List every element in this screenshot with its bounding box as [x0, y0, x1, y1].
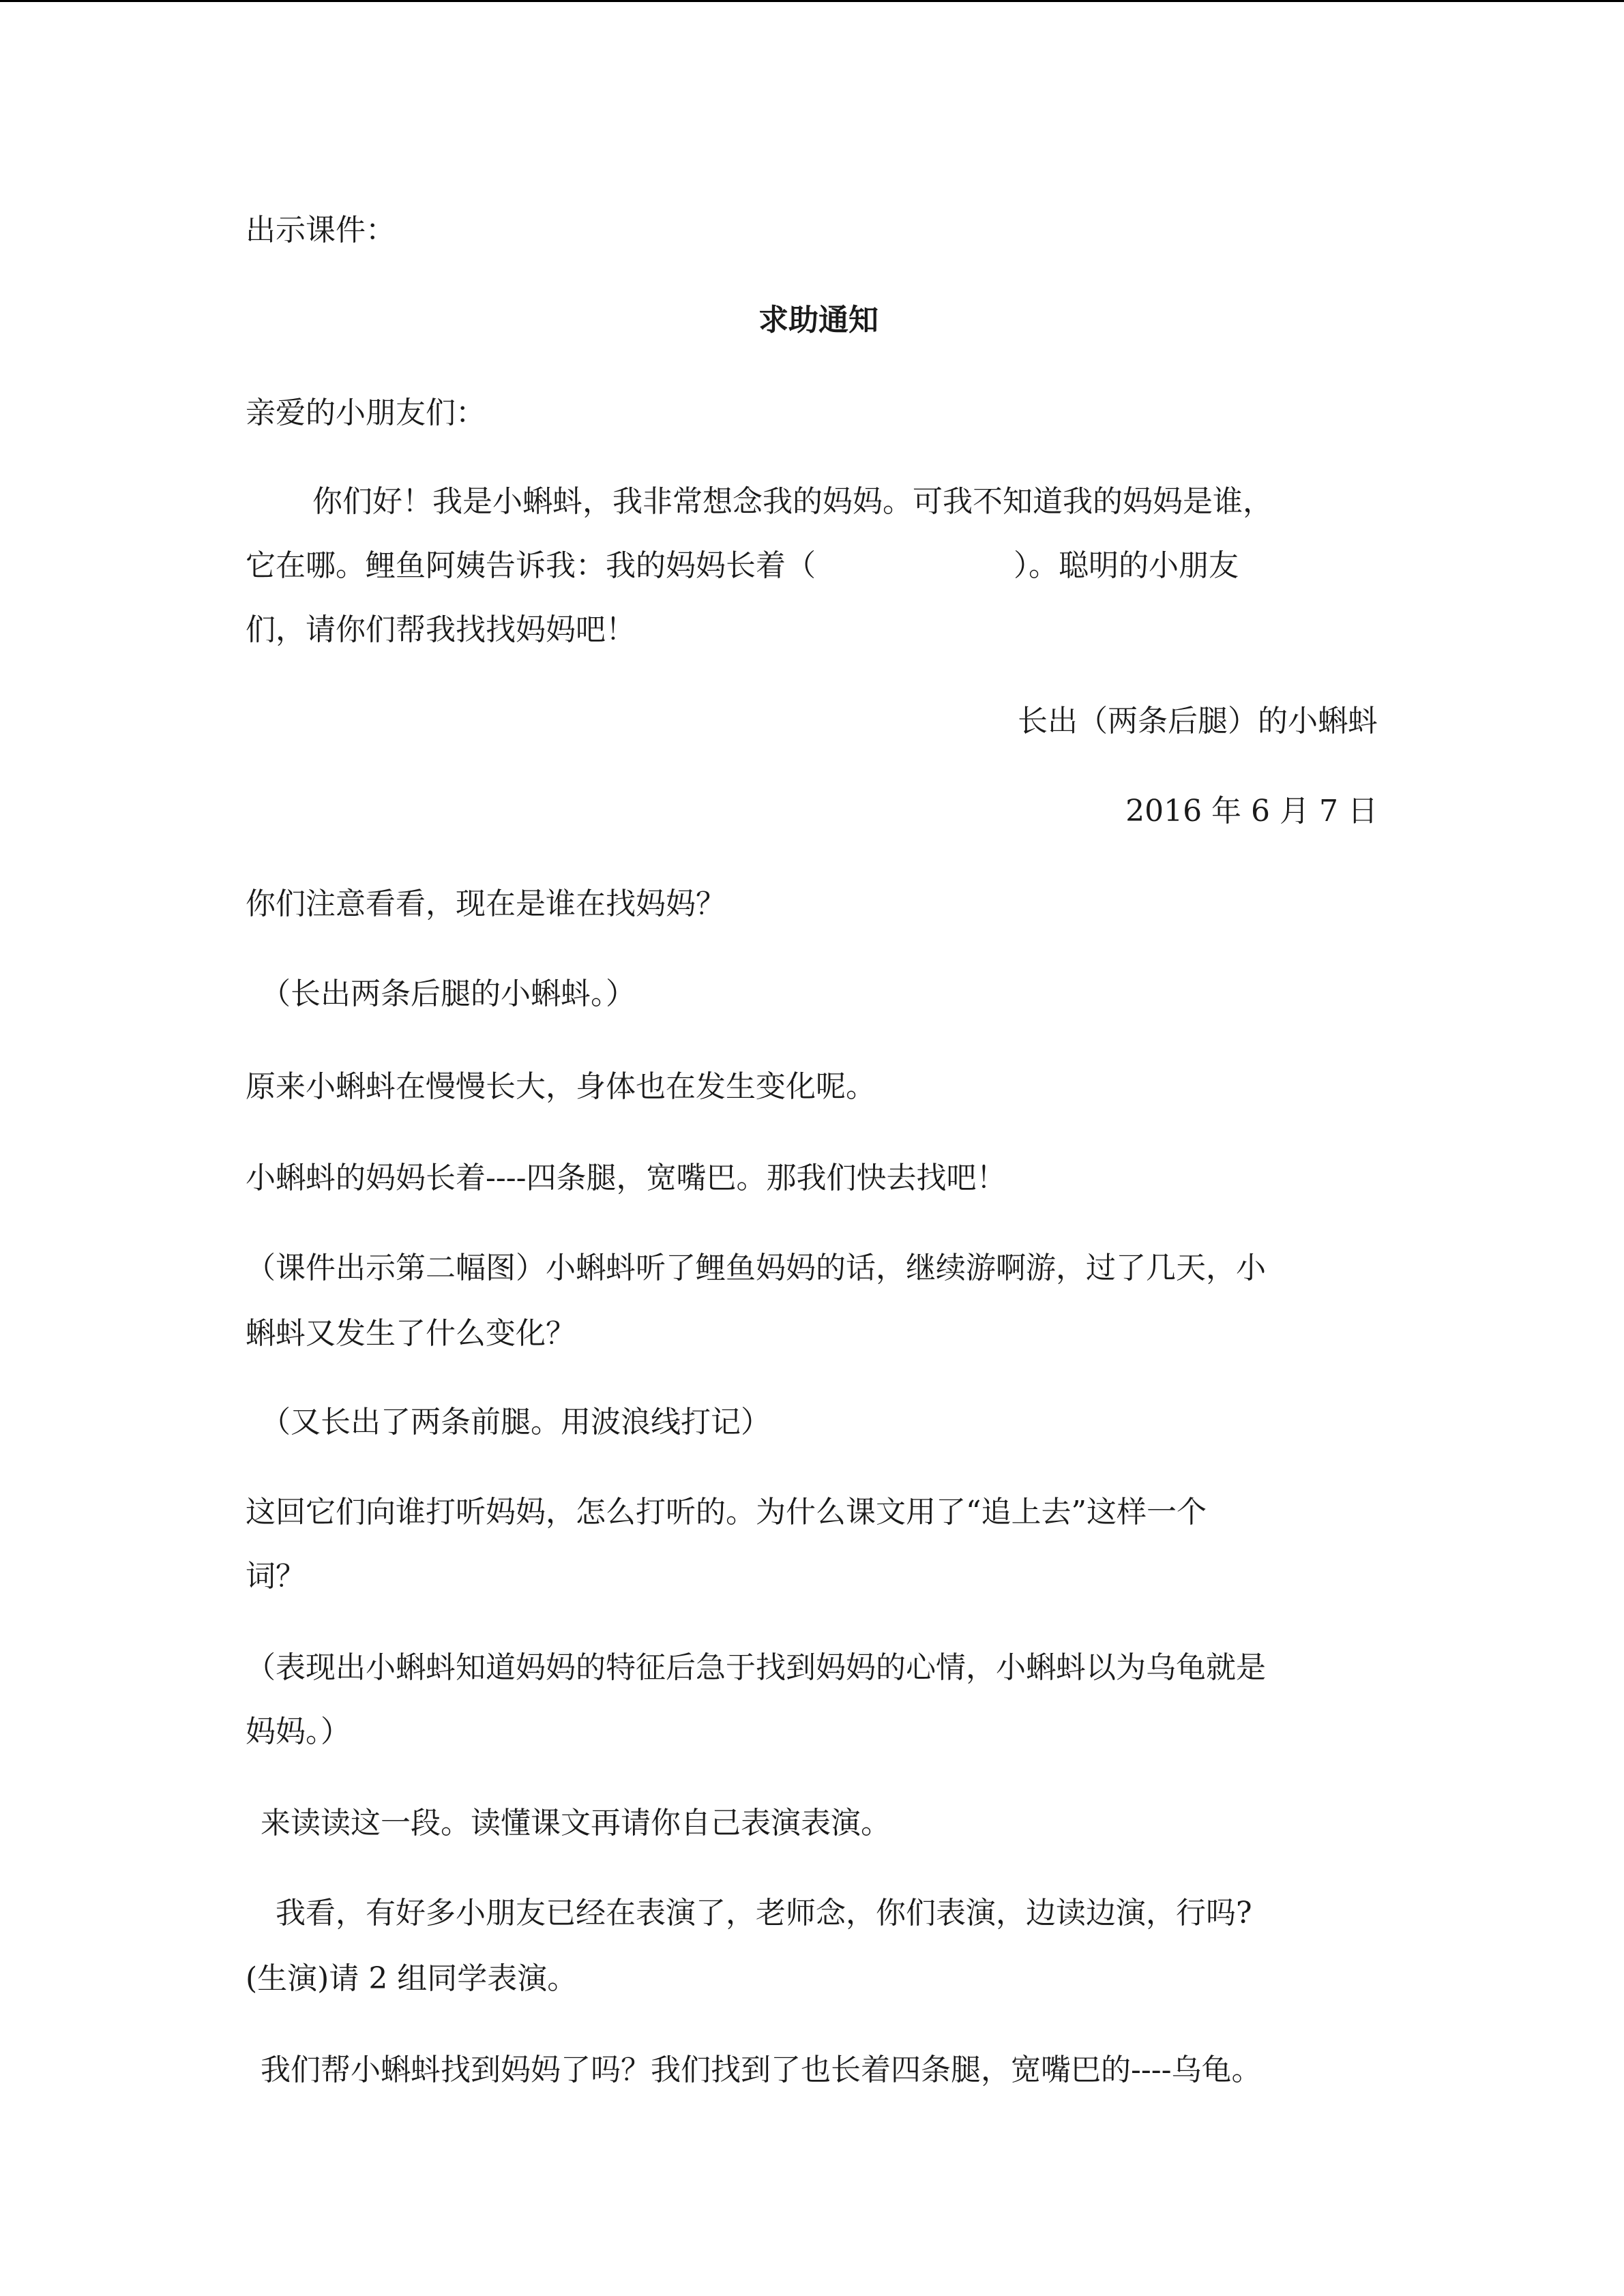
- letter-line-2-part-2: ）。聪明的小朋友: [1014, 548, 1239, 583]
- letter-line-2: [246, 532, 1391, 600]
- question-chase-2: 词？: [246, 1559, 306, 1594]
- question-who: 你们注意看看，现在是谁在找妈妈？: [246, 886, 726, 921]
- line-perform-2: (生演)请 2 组同学表演。: [246, 1961, 578, 1996]
- line-second-picture-2: 蝌蚪又发生了什么变化？: [246, 1316, 576, 1351]
- letter-line-1: 你们好！我是小蝌蚪，我非常想念我的妈妈。可我不知道我的妈妈是谁，: [312, 484, 1273, 519]
- letter-line-2-part-1: 它在哪。鲤鱼阿姨告诉我：我的妈妈长着（: [246, 548, 816, 583]
- line-second-picture-1: （课件出示第二幅图）小蝌蚪听了鲤鱼妈妈的话，继续游啊游，过了几天，小: [246, 1251, 1266, 1285]
- line-mother-features: 小蝌蚪的妈妈长着----四条腿，宽嘴巴。那我们快去找吧！: [246, 1161, 1007, 1195]
- line-show-courseware: 出示课件：: [246, 213, 396, 248]
- line-perform-1: 我看，有好多小朋友已经在表演了，老师念，你们表演，边读边演，行吗?: [276, 1896, 1252, 1930]
- line-growing: 原来小蝌蚪在慢慢长大，身体也在发生变化呢。: [246, 1069, 876, 1104]
- line-read-paragraph: 来读读这一段。读懂课文再请你自己表演表演。: [261, 1806, 891, 1840]
- answer-who: （长出两条后腿的小蝌蚪。）: [261, 976, 636, 1011]
- answer-chase-1: （表现出小蝌蚪知道妈妈的特征后急于找到妈妈的心情，小蝌蚪以为乌龟就是: [246, 1650, 1266, 1685]
- letter-line-3: 们，请你们帮我找找妈妈吧！: [246, 612, 636, 647]
- answer-front-legs: （又长出了两条前腿。用波浪线打记）: [261, 1405, 771, 1440]
- answer-chase-2: 妈妈。）: [246, 1714, 351, 1749]
- document-page: [246, 0, 1391, 2296]
- line-found-mother: 我们帮小蝌蚪找到妈妈了吗？我们找到了也长着四条腿，宽嘴巴的----乌龟。: [261, 2053, 1262, 2087]
- salutation: 亲爱的小朋友们：: [246, 396, 486, 430]
- letter-date: 2016 年 6 月 7 日: [1125, 794, 1378, 829]
- notice-title: 求助通知: [758, 303, 879, 338]
- question-chase-1: 这回它们向谁打听妈妈，怎么打听的。为什么课文用了“追上去”这样一个: [246, 1495, 1207, 1530]
- letter-signature: 长出（两条后腿）的小蝌蚪: [1018, 704, 1378, 739]
